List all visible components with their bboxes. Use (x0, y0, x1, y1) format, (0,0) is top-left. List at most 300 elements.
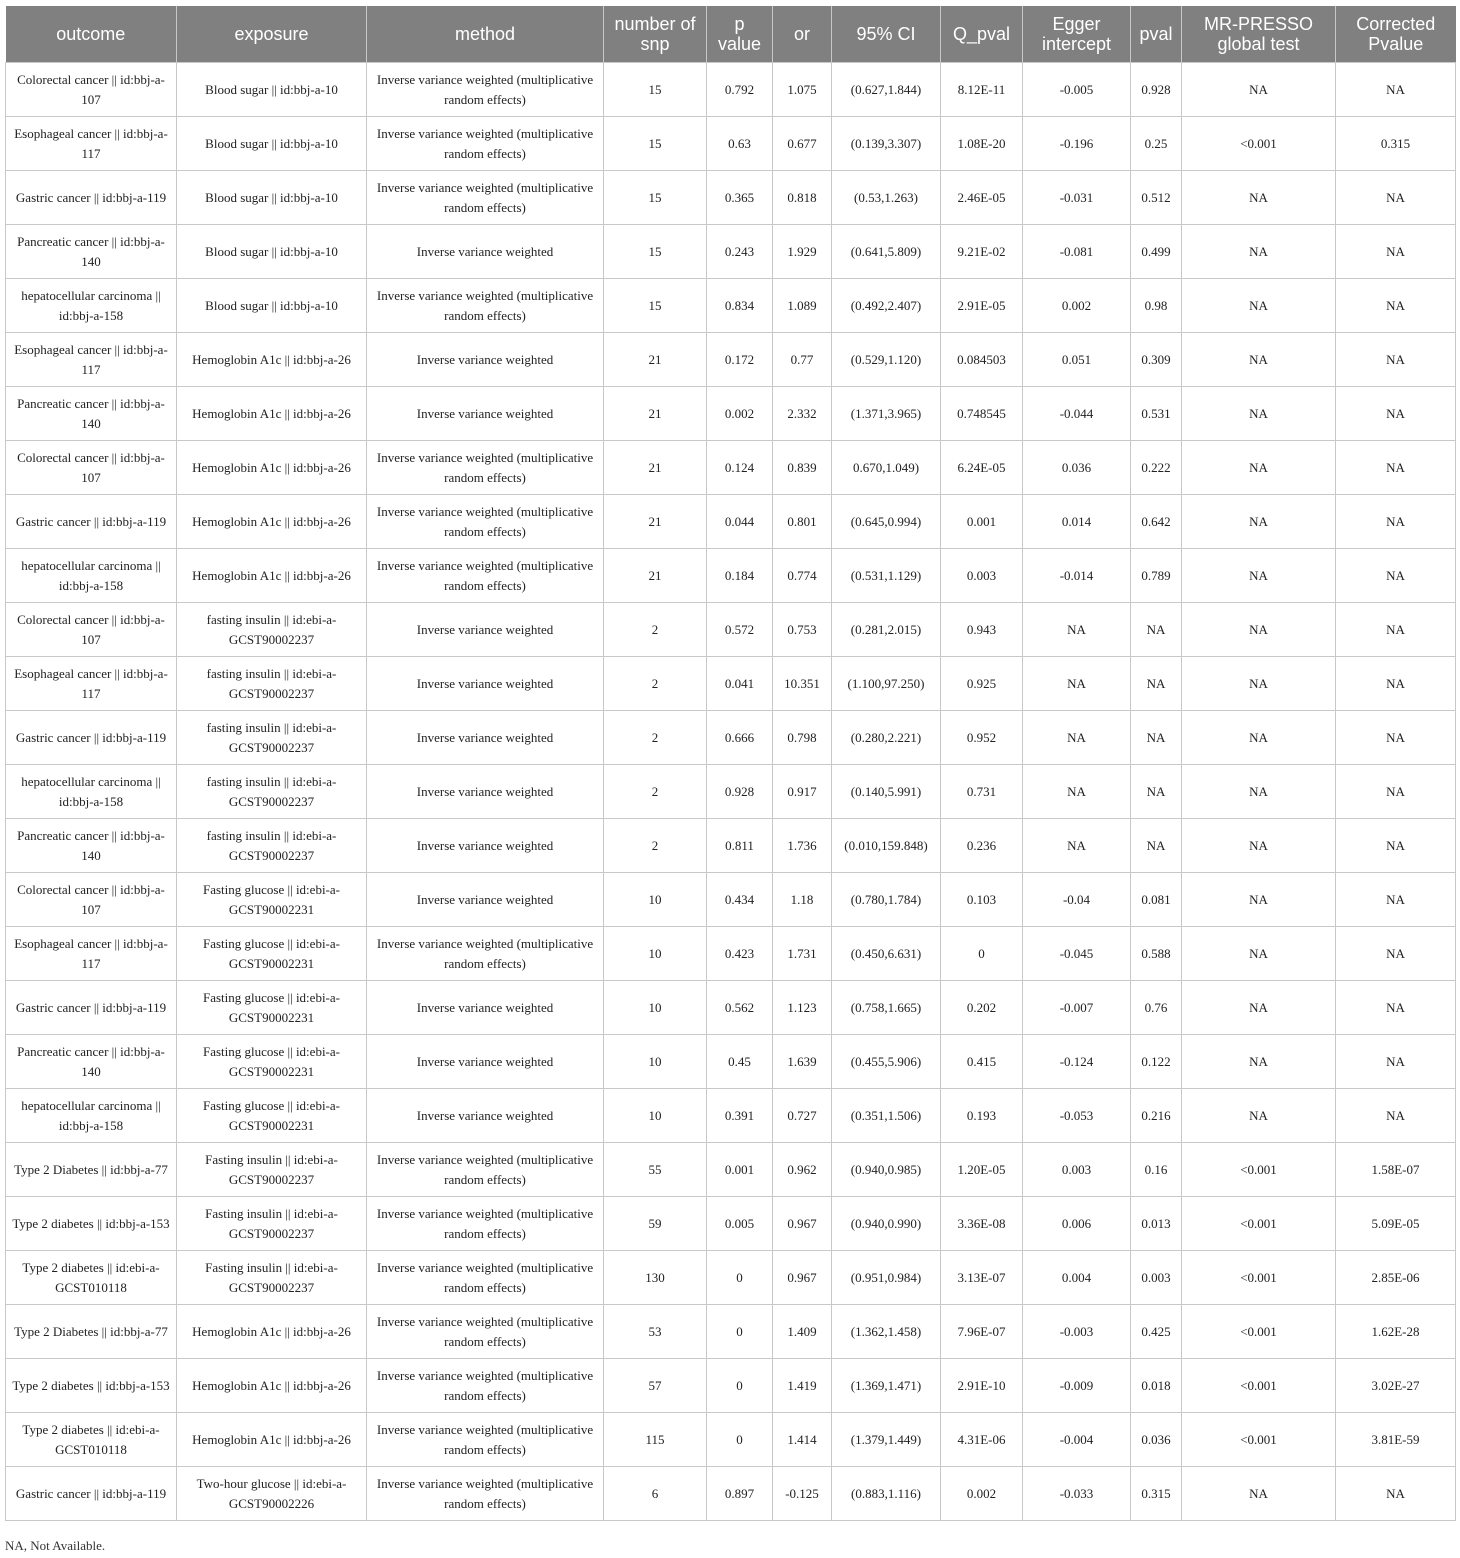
table-cell: (0.455,5.906) (832, 1035, 941, 1089)
table-cell: -0.003 (1023, 1305, 1131, 1359)
table-cell: 1.075 (773, 63, 832, 117)
table-cell: Colorectal cancer || id:bbj-a-107 (6, 873, 177, 927)
table-cell: Fasting glucose || id:ebi-a-GCST90002231 (177, 873, 367, 927)
table-cell: Inverse variance weighted (multiplicative random effects) (367, 1143, 604, 1197)
table-cell: NA (1336, 927, 1456, 981)
table-cell: Blood sugar || id:bbj-a-10 (177, 279, 367, 333)
table-cell: 0.415 (941, 1035, 1023, 1089)
table-cell: Inverse variance weighted (367, 657, 604, 711)
table-cell: Hemoglobin A1c || id:bbj-a-26 (177, 549, 367, 603)
table-cell: 1.736 (773, 819, 832, 873)
table-cell: NA (1336, 873, 1456, 927)
table-cell: hepatocellular carcinoma || id:bbj-a-158 (6, 1089, 177, 1143)
table-cell: Esophageal cancer || id:bbj-a-117 (6, 117, 177, 171)
table-cell: NA (1182, 549, 1336, 603)
table-cell: 0.925 (941, 657, 1023, 711)
table-cell: NA (1336, 171, 1456, 225)
table-cell: 2.91E-05 (941, 279, 1023, 333)
table-cell: NA (1023, 603, 1131, 657)
table-cell: Pancreatic cancer || id:bbj-a-140 (6, 819, 177, 873)
table-cell: NA (1336, 441, 1456, 495)
table-cell: Type 2 Diabetes || id:bbj-a-77 (6, 1143, 177, 1197)
table-cell: NA (1182, 657, 1336, 711)
table-cell: Inverse variance weighted (367, 819, 604, 873)
table-cell: 15 (604, 279, 707, 333)
table-cell: 2 (604, 711, 707, 765)
table-cell: Inverse variance weighted (multiplicative random effects) (367, 1197, 604, 1251)
table-row (6, 765, 1456, 819)
table-cell: 0.193 (941, 1089, 1023, 1143)
table-cell: fasting insulin || id:ebi-a-GCST90002237 (177, 657, 367, 711)
table-cell: 0.003 (1131, 1251, 1182, 1305)
table-cell: 2.91E-10 (941, 1359, 1023, 1413)
table-cell: 0.003 (1023, 1143, 1131, 1197)
table-cell: NA (1182, 981, 1336, 1035)
table-cell: 0.16 (1131, 1143, 1182, 1197)
table-row (6, 1089, 1456, 1143)
table-cell: 6 (604, 1467, 707, 1521)
table-cell: Colorectal cancer || id:bbj-a-107 (6, 603, 177, 657)
table-cell: 0.005 (707, 1197, 773, 1251)
table-cell: 0.666 (707, 711, 773, 765)
table-cell: 0.792 (707, 63, 773, 117)
table-cell: 0.002 (707, 387, 773, 441)
table-cell: 0.63 (707, 117, 773, 171)
table-cell: Esophageal cancer || id:bbj-a-117 (6, 927, 177, 981)
table-cell: (0.940,0.985) (832, 1143, 941, 1197)
column-header: 95% CI (832, 6, 941, 63)
table-cell: 0.642 (1131, 495, 1182, 549)
table-cell: <0.001 (1182, 1413, 1336, 1467)
table-cell: <0.001 (1182, 1359, 1336, 1413)
table-cell: Inverse variance weighted (multiplicative random effects) (367, 117, 604, 171)
table-cell: Hemoglobin A1c || id:bbj-a-26 (177, 333, 367, 387)
table-cell: Hemoglobin A1c || id:bbj-a-26 (177, 1305, 367, 1359)
table-cell: 0.184 (707, 549, 773, 603)
table-cell: 0.003 (941, 549, 1023, 603)
column-header: exposure (177, 6, 367, 63)
table-cell: (0.951,0.984) (832, 1251, 941, 1305)
table-cell: Hemoglobin A1c || id:bbj-a-26 (177, 1359, 367, 1413)
table-cell: 0.834 (707, 279, 773, 333)
table-cell: NA (1336, 981, 1456, 1035)
table-cell: 2.85E-06 (1336, 1251, 1456, 1305)
table-cell: Fasting glucose || id:ebi-a-GCST90002231 (177, 981, 367, 1035)
table-cell: <0.001 (1182, 1251, 1336, 1305)
table-cell: 21 (604, 387, 707, 441)
table-cell: Inverse variance weighted (multiplicative random effects) (367, 1467, 604, 1521)
table-cell: NA (1182, 765, 1336, 819)
table-row (6, 279, 1456, 333)
table-cell: 0.002 (941, 1467, 1023, 1521)
table-cell: Fasting glucose || id:ebi-a-GCST90002231 (177, 1035, 367, 1089)
table-cell: NA (1182, 711, 1336, 765)
table-cell: Hemoglobin A1c || id:bbj-a-26 (177, 1413, 367, 1467)
table-cell: 3.02E-27 (1336, 1359, 1456, 1413)
table-cell: 55 (604, 1143, 707, 1197)
table-cell: 0.365 (707, 171, 773, 225)
table-cell: NA (1336, 657, 1456, 711)
table-cell: NA (1182, 171, 1336, 225)
column-header: or (773, 6, 832, 63)
table-cell: 10 (604, 1035, 707, 1089)
table-cell: <0.001 (1182, 117, 1336, 171)
table-cell: Two-hour glucose || id:ebi-a-GCST90002226 (177, 1467, 367, 1521)
table-cell: NA (1336, 225, 1456, 279)
table-cell: Inverse variance weighted (multiplicative random effects) (367, 495, 604, 549)
table-cell: 0.084503 (941, 333, 1023, 387)
table-cell: 2.46E-05 (941, 171, 1023, 225)
table-cell: NA (1336, 1035, 1456, 1089)
table-cell: 0.236 (941, 819, 1023, 873)
table-cell: 0.588 (1131, 927, 1182, 981)
table-cell: 0.839 (773, 441, 832, 495)
table-cell: Blood sugar || id:bbj-a-10 (177, 117, 367, 171)
table-cell: (1.371,3.965) (832, 387, 941, 441)
table-cell: (0.641,5.809) (832, 225, 941, 279)
table-cell: 6.24E-05 (941, 441, 1023, 495)
table-cell: 2 (604, 603, 707, 657)
table-cell: (1.369,1.471) (832, 1359, 941, 1413)
table-cell: 3.36E-08 (941, 1197, 1023, 1251)
table-row (6, 495, 1456, 549)
column-header: Egger intercept (1023, 6, 1131, 63)
table-cell: Gastric cancer || id:bbj-a-119 (6, 1467, 177, 1521)
table-cell: -0.04 (1023, 873, 1131, 927)
table-row (6, 117, 1456, 171)
table-row (6, 1143, 1456, 1197)
table-cell: 0.917 (773, 765, 832, 819)
table-cell: 0.774 (773, 549, 832, 603)
table-cell: (0.450,6.631) (832, 927, 941, 981)
table-cell: 0 (707, 1359, 773, 1413)
table-cell: 0.041 (707, 657, 773, 711)
table-cell: 0.943 (941, 603, 1023, 657)
table-cell: 0.897 (707, 1467, 773, 1521)
table-cell: <0.001 (1182, 1305, 1336, 1359)
table-cell: -0.033 (1023, 1467, 1131, 1521)
table-cell: (0.010,159.848) (832, 819, 941, 873)
table-row (6, 603, 1456, 657)
table-cell: Pancreatic cancer || id:bbj-a-140 (6, 387, 177, 441)
table-cell: Type 2 diabetes || id:ebi-a-GCST010118 (6, 1413, 177, 1467)
table-cell: 0.798 (773, 711, 832, 765)
table-cell: NA (1336, 333, 1456, 387)
table-cell: (0.140,5.991) (832, 765, 941, 819)
table-cell: 10 (604, 981, 707, 1035)
table-cell: Pancreatic cancer || id:bbj-a-140 (6, 1035, 177, 1089)
table-row (6, 1467, 1456, 1521)
table-cell: Gastric cancer || id:bbj-a-119 (6, 711, 177, 765)
table-cell: 10 (604, 1089, 707, 1143)
table-row (6, 657, 1456, 711)
table-cell: 0.753 (773, 603, 832, 657)
table-body (6, 63, 1456, 1521)
table-cell: NA (1182, 495, 1336, 549)
table-cell: NA (1131, 711, 1182, 765)
table-cell: -0.196 (1023, 117, 1131, 171)
table-row (6, 63, 1456, 117)
table-cell: (1.100,97.250) (832, 657, 941, 711)
table-cell: 10 (604, 927, 707, 981)
table-cell: Inverse variance weighted (367, 1089, 604, 1143)
table-cell: 0.036 (1023, 441, 1131, 495)
table-cell: Esophageal cancer || id:bbj-a-117 (6, 333, 177, 387)
table-cell: -0.125 (773, 1467, 832, 1521)
table-cell: Inverse variance weighted (367, 1035, 604, 1089)
table-cell: 0.25 (1131, 117, 1182, 171)
table-cell: -0.045 (1023, 927, 1131, 981)
table-row (6, 873, 1456, 927)
table-cell: Inverse variance weighted (multiplicative random effects) (367, 171, 604, 225)
table-row (6, 1251, 1456, 1305)
table-cell: Esophageal cancer || id:bbj-a-117 (6, 657, 177, 711)
table-cell: -0.031 (1023, 171, 1131, 225)
table-header-row (6, 6, 1456, 63)
table-cell: NA (1182, 1089, 1336, 1143)
table-cell: 21 (604, 495, 707, 549)
table-cell: 1.414 (773, 1413, 832, 1467)
table-cell: 15 (604, 63, 707, 117)
table-cell: 0.562 (707, 981, 773, 1035)
table-row (6, 1413, 1456, 1467)
table-cell: (0.492,2.407) (832, 279, 941, 333)
table-cell: 2 (604, 765, 707, 819)
table-cell: 0.002 (1023, 279, 1131, 333)
table-cell: NA (1336, 711, 1456, 765)
table-cell: NA (1023, 765, 1131, 819)
table-cell: 57 (604, 1359, 707, 1413)
table-cell: NA (1182, 225, 1336, 279)
table-cell: Blood sugar || id:bbj-a-10 (177, 171, 367, 225)
table-cell: NA (1182, 1467, 1336, 1521)
column-header: p value (707, 6, 773, 63)
table-cell: Blood sugar || id:bbj-a-10 (177, 225, 367, 279)
table-cell: 0.103 (941, 873, 1023, 927)
table-row (6, 981, 1456, 1035)
table-cell: <0.001 (1182, 1143, 1336, 1197)
table-cell: 0 (707, 1413, 773, 1467)
table-cell: (0.940,0.990) (832, 1197, 941, 1251)
table-row (6, 1359, 1456, 1413)
table-cell: 0.962 (773, 1143, 832, 1197)
table-cell: 0.006 (1023, 1197, 1131, 1251)
table-cell: NA (1023, 657, 1131, 711)
table-cell: 0.315 (1131, 1467, 1182, 1521)
table-cell: Inverse variance weighted (multiplicative random effects) (367, 63, 604, 117)
table-cell: (0.139,3.307) (832, 117, 941, 171)
table-cell: NA (1336, 819, 1456, 873)
table-cell: 0.018 (1131, 1359, 1182, 1413)
table-cell: (0.883,1.116) (832, 1467, 941, 1521)
table-cell: Inverse variance weighted (multiplicative random effects) (367, 1359, 604, 1413)
table-cell: NA (1182, 927, 1336, 981)
table-cell: 0 (707, 1305, 773, 1359)
table-cell: 0.425 (1131, 1305, 1182, 1359)
table-cell: Hemoglobin A1c || id:bbj-a-26 (177, 387, 367, 441)
table-cell: 0.77 (773, 333, 832, 387)
table-cell: NA (1336, 387, 1456, 441)
table-cell: Inverse variance weighted (multiplicative random effects) (367, 1251, 604, 1305)
table-cell: Type 2 diabetes || id:bbj-a-153 (6, 1197, 177, 1251)
table-cell: NA (1131, 819, 1182, 873)
table-cell: Type 2 Diabetes || id:bbj-a-77 (6, 1305, 177, 1359)
table-cell: 0.216 (1131, 1089, 1182, 1143)
table-cell: 0.811 (707, 819, 773, 873)
table-cell: 0.952 (941, 711, 1023, 765)
table-cell: 0.051 (1023, 333, 1131, 387)
table-row (6, 819, 1456, 873)
table-cell: NA (1182, 441, 1336, 495)
table-row (6, 171, 1456, 225)
table-cell: (0.351,1.506) (832, 1089, 941, 1143)
table-cell: Hemoglobin A1c || id:bbj-a-26 (177, 441, 367, 495)
table-cell: NA (1023, 819, 1131, 873)
table-cell: Inverse variance weighted (367, 711, 604, 765)
table-cell: NA (1336, 1089, 1456, 1143)
table-cell: Colorectal cancer || id:bbj-a-107 (6, 63, 177, 117)
table-cell: 1.089 (773, 279, 832, 333)
table-cell: Colorectal cancer || id:bbj-a-107 (6, 441, 177, 495)
table-cell: NA (1336, 1467, 1456, 1521)
table-cell: 4.31E-06 (941, 1413, 1023, 1467)
table-cell: 0.727 (773, 1089, 832, 1143)
column-header: outcome (6, 6, 177, 63)
table-cell: 1.18 (773, 873, 832, 927)
table-cell: 0.044 (707, 495, 773, 549)
table-cell: NA (1182, 873, 1336, 927)
table-cell: 0.801 (773, 495, 832, 549)
table-cell: 0.081 (1131, 873, 1182, 927)
table-cell: 115 (604, 1413, 707, 1467)
table-cell: 0.004 (1023, 1251, 1131, 1305)
table-cell: -0.124 (1023, 1035, 1131, 1089)
table-cell: 130 (604, 1251, 707, 1305)
table-cell: 1.639 (773, 1035, 832, 1089)
table-cell: NA (1131, 603, 1182, 657)
table-cell: -0.004 (1023, 1413, 1131, 1467)
table-cell: 0.45 (707, 1035, 773, 1089)
table-cell: 0.172 (707, 333, 773, 387)
table-cell: -0.044 (1023, 387, 1131, 441)
table-cell: fasting insulin || id:ebi-a-GCST90002237 (177, 765, 367, 819)
table-cell: 7.96E-07 (941, 1305, 1023, 1359)
table-cell: Fasting insulin || id:ebi-a-GCST90002237 (177, 1197, 367, 1251)
table-cell: Gastric cancer || id:bbj-a-119 (6, 495, 177, 549)
table-cell: 0.928 (707, 765, 773, 819)
table-cell: Inverse variance weighted (367, 603, 604, 657)
table-cell: 0.434 (707, 873, 773, 927)
table-cell: 0.122 (1131, 1035, 1182, 1089)
table-cell: 2 (604, 819, 707, 873)
table-cell: Inverse variance weighted (multiplicative random effects) (367, 1305, 604, 1359)
table-cell: NA (1131, 657, 1182, 711)
table-cell: NA (1336, 63, 1456, 117)
table-cell: 21 (604, 441, 707, 495)
table-cell: (0.531,1.129) (832, 549, 941, 603)
table-cell: fasting insulin || id:ebi-a-GCST90002237 (177, 603, 367, 657)
table-cell: NA (1182, 63, 1336, 117)
table-row (6, 387, 1456, 441)
column-header: Q_pval (941, 6, 1023, 63)
table-cell: (1.362,1.458) (832, 1305, 941, 1359)
table-cell: (0.780,1.784) (832, 873, 941, 927)
table-cell: Fasting insulin || id:ebi-a-GCST90002237 (177, 1251, 367, 1305)
table-cell: 0.928 (1131, 63, 1182, 117)
column-header: pval (1131, 6, 1182, 63)
table-cell: 3.13E-07 (941, 1251, 1023, 1305)
table-cell: 0.423 (707, 927, 773, 981)
table-cell: Inverse variance weighted (367, 387, 604, 441)
table-row (6, 711, 1456, 765)
table-cell: 0.014 (1023, 495, 1131, 549)
table-cell: -0.053 (1023, 1089, 1131, 1143)
table-row (6, 1305, 1456, 1359)
table-cell: -0.009 (1023, 1359, 1131, 1413)
table-cell: NA (1182, 603, 1336, 657)
table-cell: -0.007 (1023, 981, 1131, 1035)
table-cell: <0.001 (1182, 1197, 1336, 1251)
table-cell: 0.013 (1131, 1197, 1182, 1251)
table-cell: 0.731 (941, 765, 1023, 819)
table-cell: 0.967 (773, 1251, 832, 1305)
table-cell: 0.677 (773, 117, 832, 171)
table-cell: 0.001 (707, 1143, 773, 1197)
table-cell: 0.512 (1131, 171, 1182, 225)
table-cell: 0.309 (1131, 333, 1182, 387)
table-cell: 0.124 (707, 441, 773, 495)
table-cell: 0.818 (773, 171, 832, 225)
table-cell: 1.62E-28 (1336, 1305, 1456, 1359)
table-cell: Inverse variance weighted (multiplicative random effects) (367, 279, 604, 333)
table-cell: 9.21E-02 (941, 225, 1023, 279)
table-cell: (0.53,1.263) (832, 171, 941, 225)
table-row (6, 441, 1456, 495)
table-cell: 1.08E-20 (941, 117, 1023, 171)
table-cell: NA (1336, 549, 1456, 603)
table-row (6, 1197, 1456, 1251)
table-cell: Inverse variance weighted (multiplicative random effects) (367, 927, 604, 981)
table-cell: 0.531 (1131, 387, 1182, 441)
table-cell: -0.081 (1023, 225, 1131, 279)
table-cell: 1.929 (773, 225, 832, 279)
table-cell: 3.81E-59 (1336, 1413, 1456, 1467)
table-cell: Inverse variance weighted (multiplicative random effects) (367, 1413, 604, 1467)
table-cell: NA (1182, 1035, 1336, 1089)
table-cell: -0.005 (1023, 63, 1131, 117)
table-cell: (0.627,1.844) (832, 63, 941, 117)
table-cell: NA (1336, 603, 1456, 657)
table-cell: 8.12E-11 (941, 63, 1023, 117)
table-cell: 0.789 (1131, 549, 1182, 603)
table-cell: Gastric cancer || id:bbj-a-119 (6, 981, 177, 1035)
table-row (6, 333, 1456, 387)
table-cell: (0.645,0.994) (832, 495, 941, 549)
table-cell: NA (1182, 387, 1336, 441)
table-cell: 1.419 (773, 1359, 832, 1413)
table-cell: 0.243 (707, 225, 773, 279)
table-cell: (0.529,1.120) (832, 333, 941, 387)
table-cell: 0.315 (1336, 117, 1456, 171)
table-cell: Inverse variance weighted (367, 981, 604, 1035)
table-cell: Gastric cancer || id:bbj-a-119 (6, 171, 177, 225)
table-cell: Inverse variance weighted (367, 333, 604, 387)
table-cell: (1.379,1.449) (832, 1413, 941, 1467)
table-cell: 10 (604, 873, 707, 927)
table-row (6, 549, 1456, 603)
table-row (6, 927, 1456, 981)
table-cell: Pancreatic cancer || id:bbj-a-140 (6, 225, 177, 279)
